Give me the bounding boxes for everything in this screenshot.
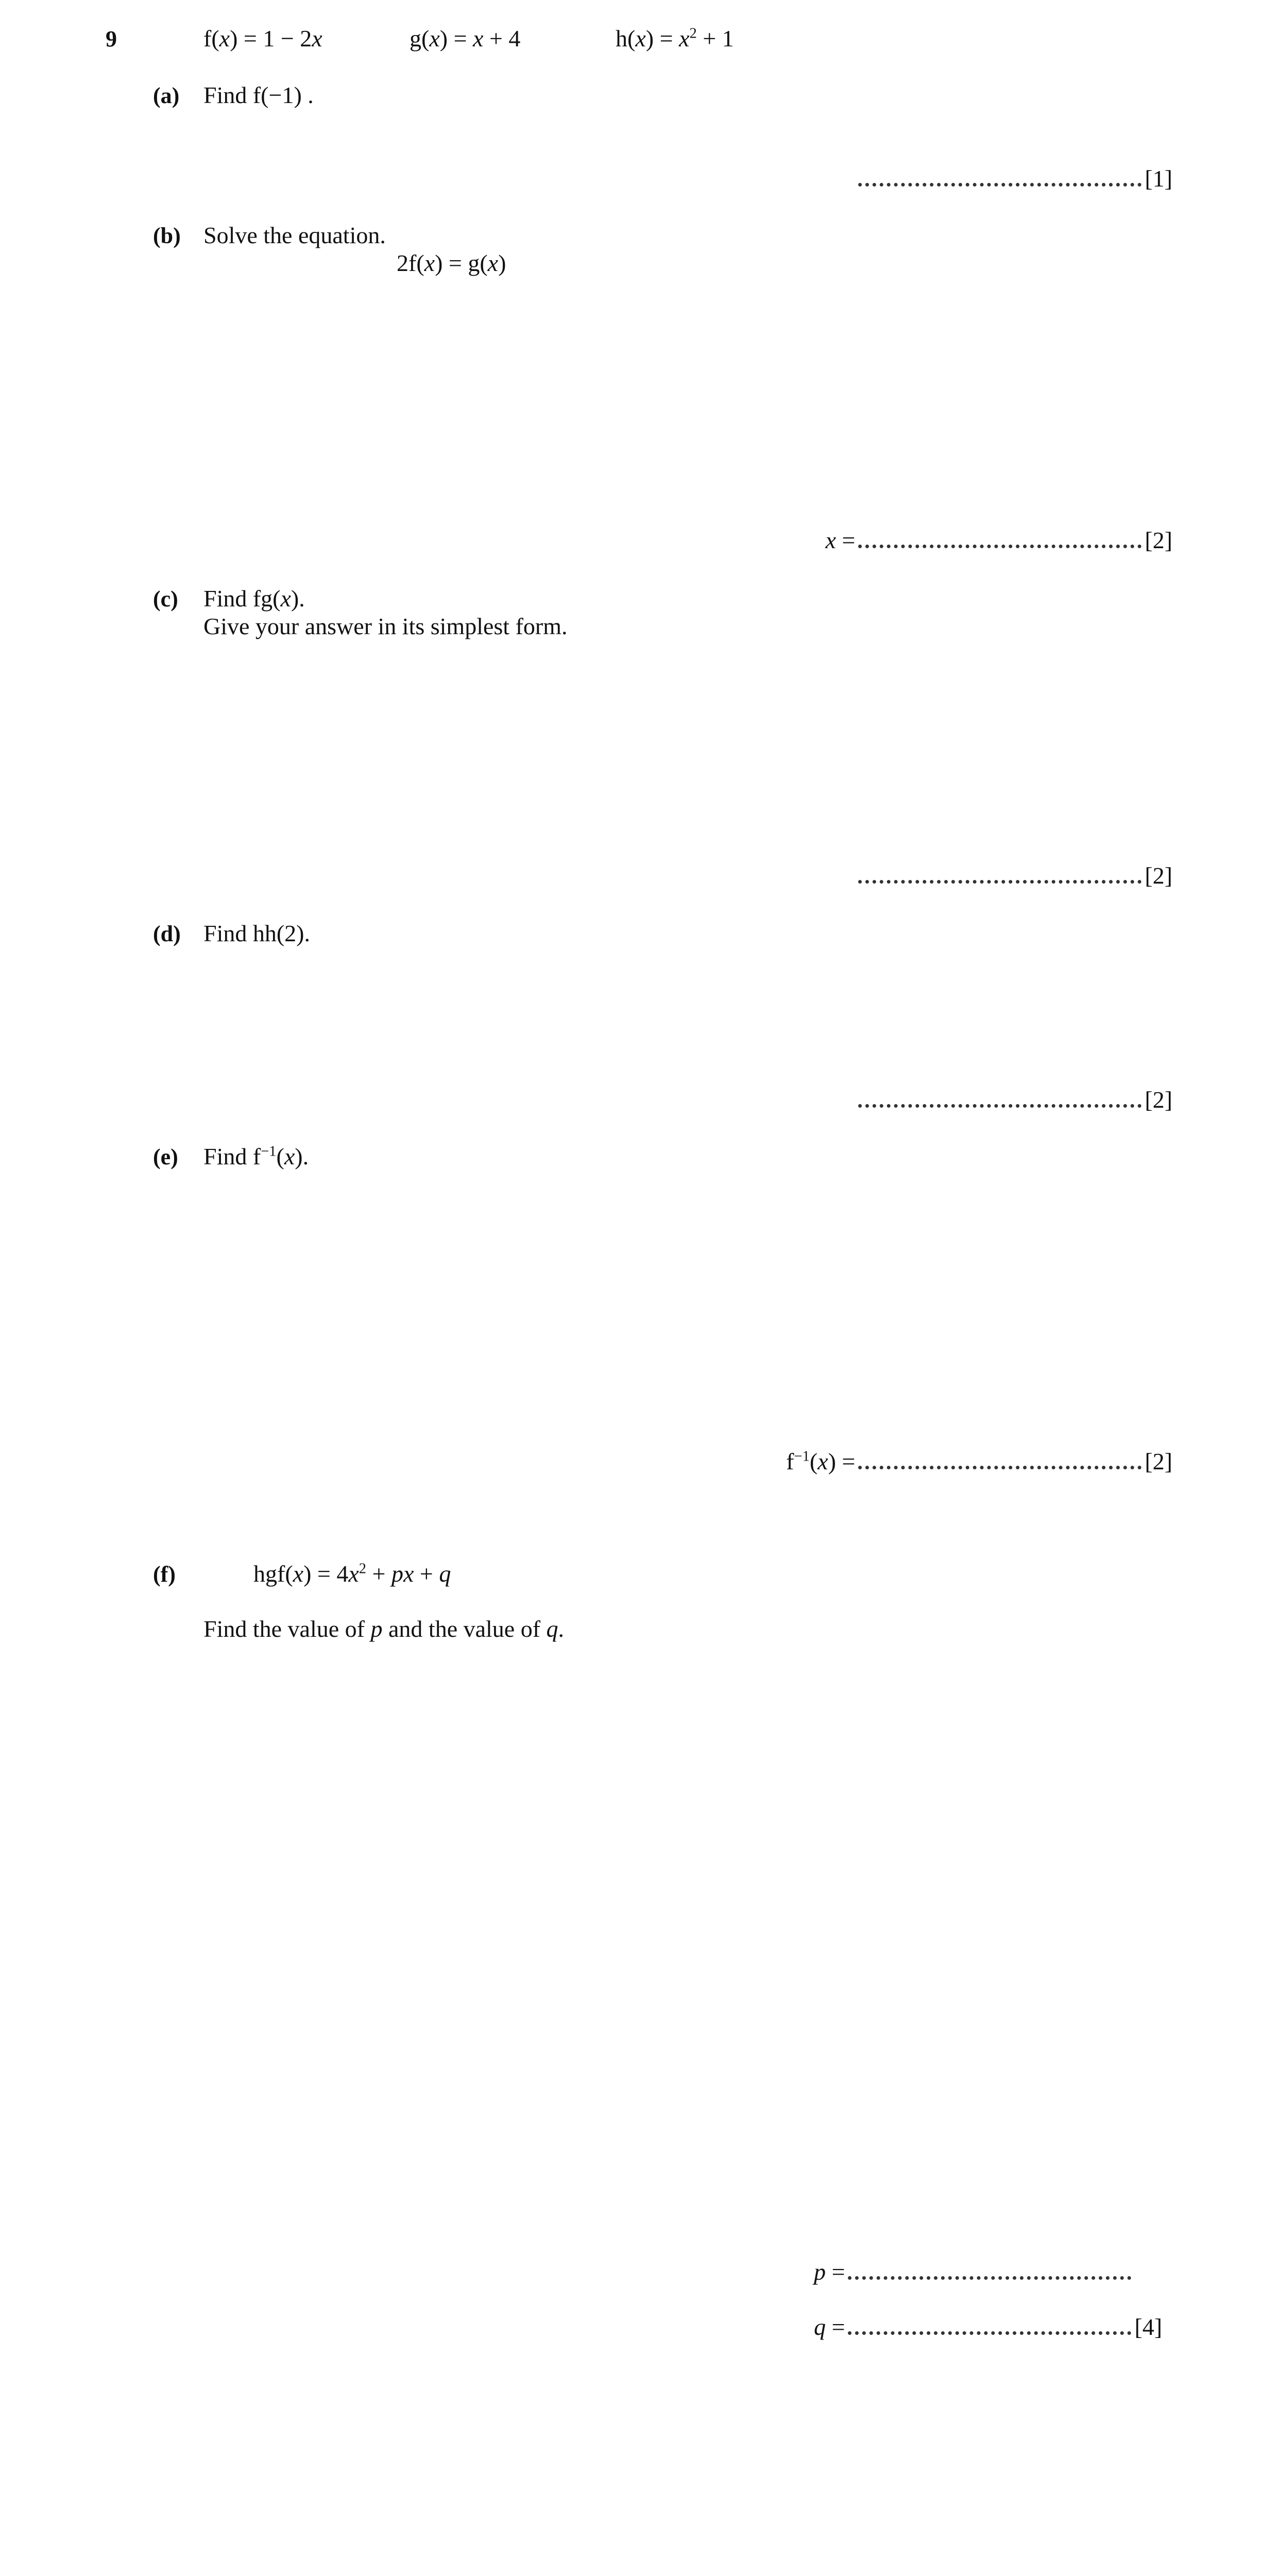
answer-dots[interactable] [848, 2271, 1131, 2280]
mark: [4] [1134, 2314, 1163, 2340]
part-f-equation: $hgf(x) = 4x^2$ + px + q [253, 1561, 451, 1587]
part-d-label: (d) [153, 921, 181, 946]
answer-dots[interactable] [858, 1461, 1141, 1469]
part-b-answer-line: x = [2] [825, 527, 1172, 553]
part-f-label: (f) [153, 1562, 176, 1587]
definition-g: g(x) = x + 4 [410, 25, 521, 52]
answer-dots[interactable] [858, 178, 1141, 187]
answer-dots[interactable] [848, 2326, 1131, 2335]
part-b-equation: 2f(x) = g(x) [397, 250, 506, 276]
part-b-label: (b) [153, 223, 181, 248]
part-a-label: (a) [153, 83, 180, 108]
part-a-answer-line [855, 165, 1172, 192]
mark: [2] [1145, 1448, 1172, 1475]
definition-f: f(x) = 1 − 2x [203, 25, 322, 52]
part-c-instruction: Give your answer in its simplest form. [203, 613, 568, 639]
part-c-answer-line [855, 862, 1172, 889]
definition-h: $h(x) = x^2 + 1$ [616, 25, 734, 52]
answer-dots[interactable] [858, 875, 1141, 884]
part-f-question: Find the value of p and the value of q. [203, 1616, 565, 1642]
mark: [2] [1145, 1087, 1172, 1113]
part-c-label: (c) [153, 586, 178, 612]
part-b-question: Solve the equation. [203, 222, 386, 248]
part-d-question: Find hh(2). [203, 920, 310, 946]
mark: [2] [1145, 862, 1172, 889]
part-e-question: Find $f^{-1}(x)$. [203, 1143, 309, 1170]
part-a-question: Find f(−1) . [203, 82, 314, 108]
answer-dots[interactable] [858, 539, 1141, 548]
part-c-question: Find fg(x). [203, 585, 305, 612]
part-e-answer-line: $f^{-1}(x) = [2]$ [786, 1448, 1172, 1475]
part-d-answer-line [855, 1086, 1172, 1113]
mark: [2] [1145, 527, 1172, 553]
mark: [1] [1145, 165, 1172, 192]
part-e-label: (e) [153, 1144, 178, 1170]
part-f-answer-q: q = [4] [814, 2314, 1163, 2340]
question-number: 9 [106, 26, 117, 52]
answer-dots[interactable] [858, 1099, 1141, 1108]
part-f-answer-p: p = [814, 2258, 1134, 2285]
